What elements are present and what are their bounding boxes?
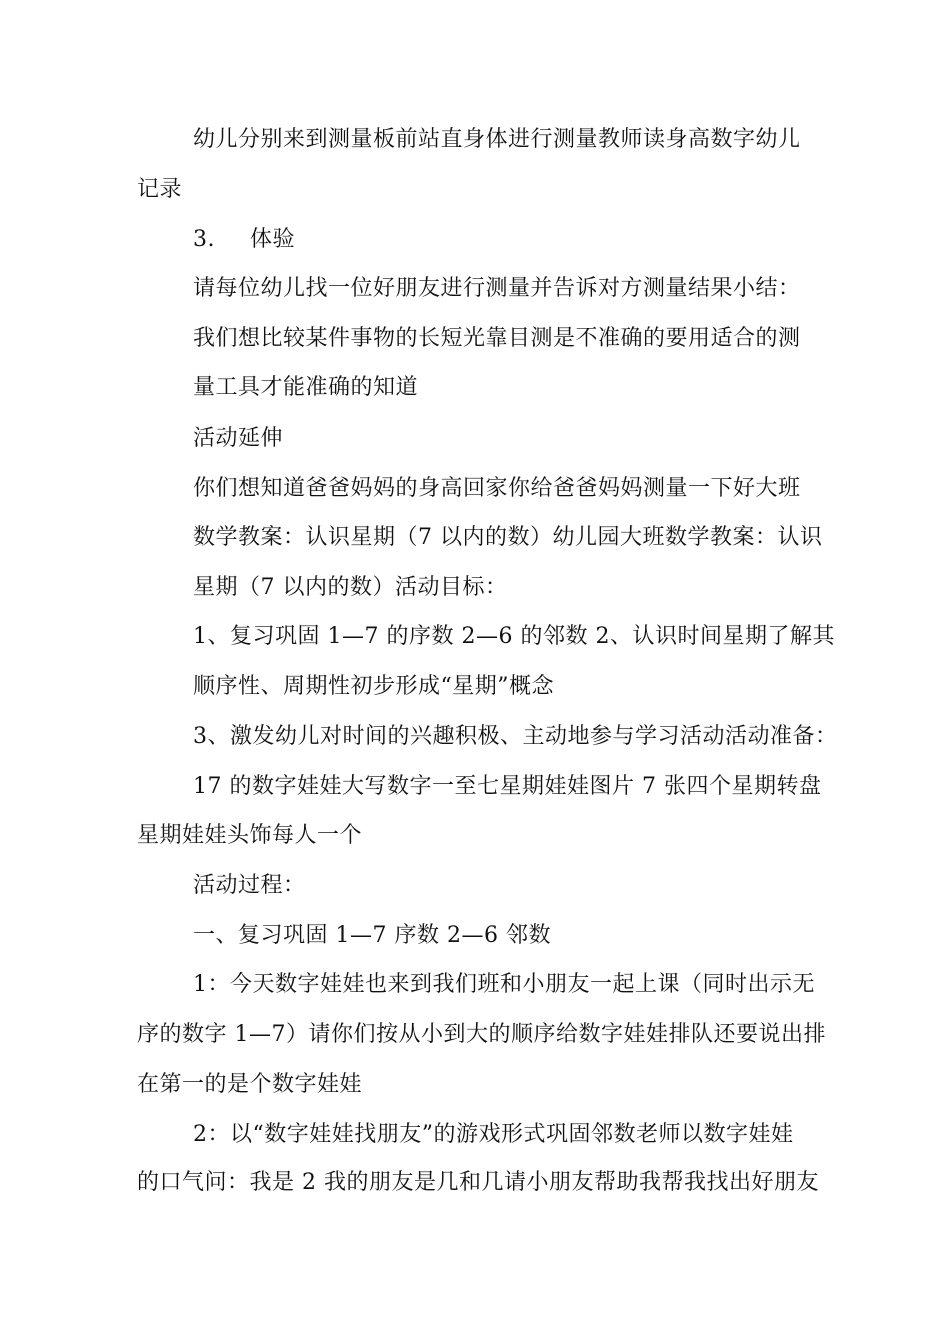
paragraph-line: 3、激发幼儿对时间的兴趣积极、主动地参与学习活动活动准备： (193, 724, 838, 749)
step-title: 体验 (250, 227, 296, 252)
paragraph-line: 数学教案：认识星期（7 以内的数）幼儿园大班数学教案：认识 (193, 525, 823, 550)
paragraph-line: 2：以“数字娃娃找朋友”的游戏形式巩固邻数老师以数字娃娃 (193, 1122, 794, 1147)
step-number: 3. (193, 227, 215, 252)
paragraph-line: 你们想知道爸爸妈妈的身高回家你给爸爸妈妈测量一下好大班 (193, 476, 801, 501)
paragraph-line: 记录 (137, 177, 183, 202)
paragraph-line: 17 的数字娃娃大写数字一至七星期娃娃图片 7 张四个星期转盘 (193, 774, 822, 799)
paragraph-line: 星期（7 以内的数）活动目标： (193, 575, 508, 600)
paragraph-line: 请每位幼儿找一位好朋友进行测量并告诉对方测量结果小结： (193, 276, 801, 301)
paragraph-line: 我们想比较某件事物的长短光靠目测是不准确的要用适合的测 (193, 326, 801, 351)
paragraph-line: 顺序性、周期性初步形成“星期”概念 (193, 674, 554, 699)
paragraph-line: 幼儿分别来到测量板前站直身体进行测量教师读身高数字幼儿 (193, 127, 801, 152)
paragraph-line: 1、复习巩固 1—7 的序数 2—6 的邻数 2、认识时间星期了解其 (193, 624, 835, 649)
paragraph-line: 星期娃娃头饰每人一个 (137, 823, 363, 848)
section-heading (193, 225, 295, 255)
paragraph-line: 1：今天数字娃娃也来到我们班和小朋友一起上课（同时出示无 (193, 972, 815, 997)
section-heading: 活动过程： (193, 873, 306, 898)
paragraph-line: 一、复习巩固 1—7 序数 2—6 邻数 (193, 923, 551, 948)
paragraph-line: 量工具才能准确的知道 (193, 375, 419, 400)
paragraph-line: 在第一的是个数字娃娃 (137, 1072, 363, 1097)
section-heading: 活动延伸 (193, 426, 284, 451)
paragraph-line: 的口气问：我是 2 我的朋友是几和几请小朋友帮助我帮我找出好朋友 (137, 1170, 819, 1195)
paragraph-line: 序的数字 1—7）请你们按从小到大的顺序给数字娃娃排队还要说出排 (137, 1022, 826, 1047)
